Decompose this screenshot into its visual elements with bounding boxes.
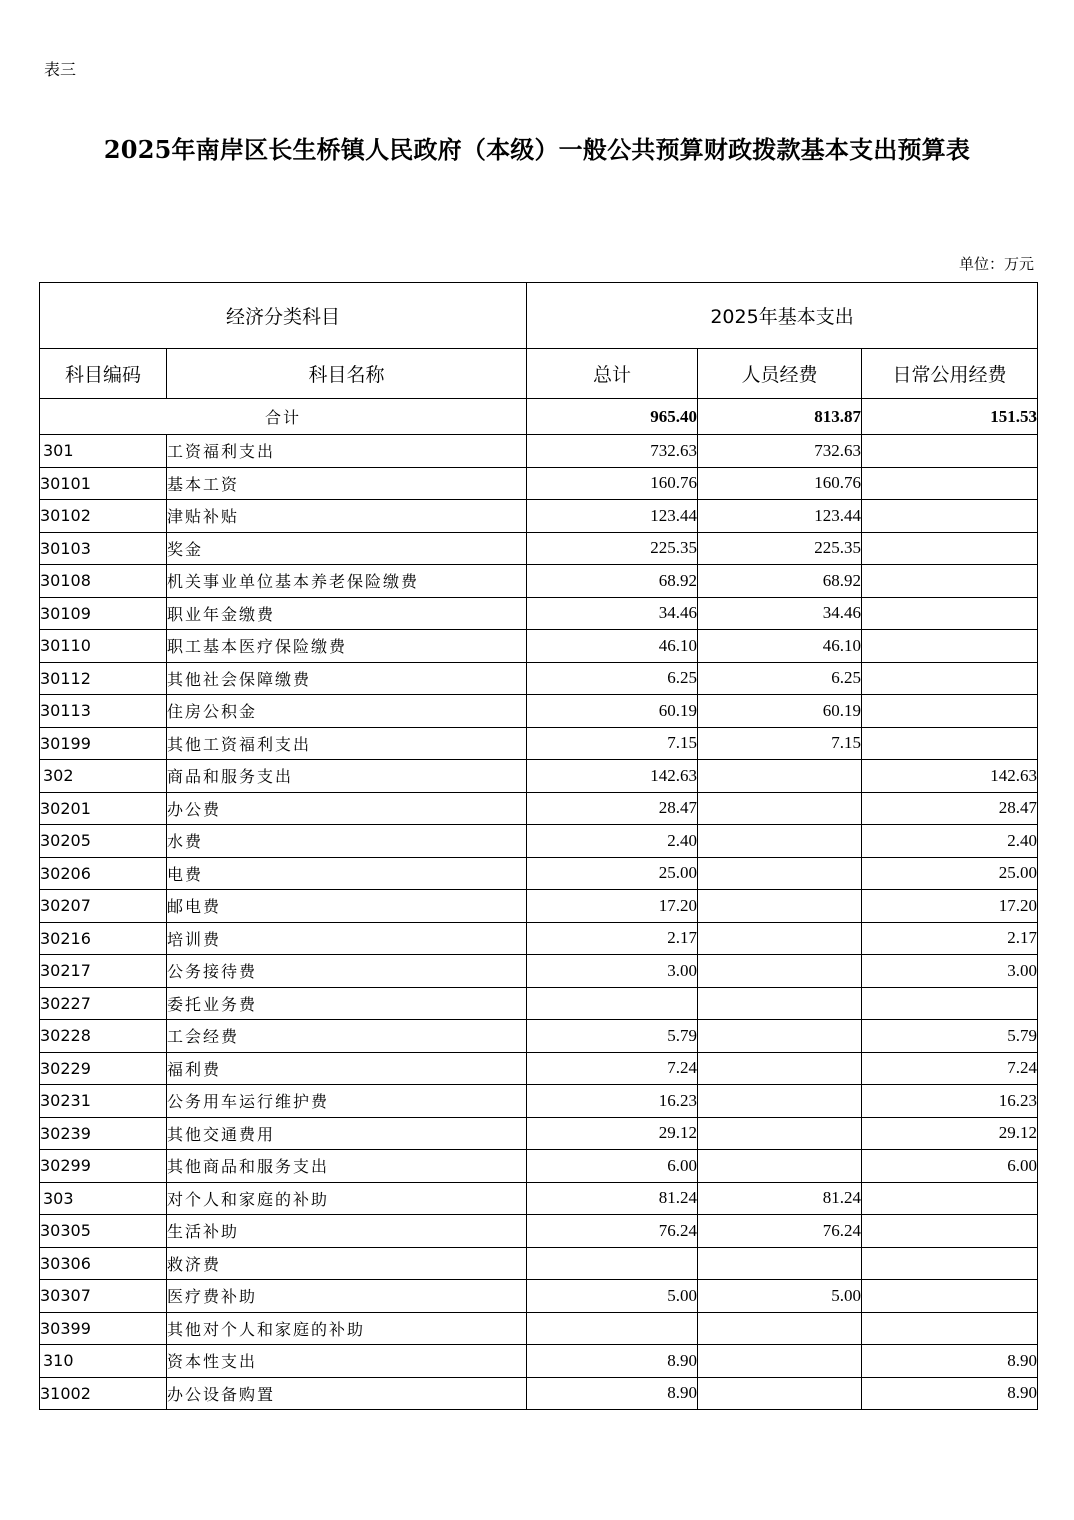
economic-category-header: 经济分类科目 — [40, 283, 527, 349]
personnel-cell — [698, 1312, 862, 1345]
unit-label: 单位：万元 — [958, 255, 1034, 273]
code-cell: 30229 — [40, 1052, 167, 1085]
total-cell-public: 151.53 — [862, 399, 1038, 435]
personnel-cell: 123.44 — [698, 500, 862, 533]
column-header-total: 总计 — [527, 349, 698, 399]
code-cell: 302 — [40, 760, 167, 793]
public-cell: 8.90 — [862, 1345, 1038, 1378]
public-cell: 16.23 — [862, 1085, 1038, 1118]
personnel-cell: 5.00 — [698, 1280, 862, 1313]
personnel-cell — [698, 857, 862, 890]
table-row — [40, 500, 1038, 533]
budget-table — [39, 282, 1038, 1410]
code-cell: 30299 — [40, 1150, 167, 1183]
name-cell: 救济费 — [167, 1247, 527, 1280]
table-row — [40, 792, 1038, 825]
total-cell: 160.76 — [527, 467, 698, 500]
code-cell: 303 — [40, 1182, 167, 1215]
personnel-cell: 76.24 — [698, 1215, 862, 1248]
total-cell: 28.47 — [527, 792, 698, 825]
table-row — [40, 1085, 1038, 1118]
personnel-cell — [698, 1345, 862, 1378]
table-row — [40, 630, 1038, 663]
code-cell: 30305 — [40, 1215, 167, 1248]
table-label: 表三 — [44, 60, 77, 79]
public-cell — [862, 695, 1038, 728]
public-cell: 28.47 — [862, 792, 1038, 825]
total-cell: 5.00 — [527, 1280, 698, 1313]
public-cell: 3.00 — [862, 955, 1038, 988]
page-title: 2025年南岸区长生桥镇人民政府（本级）一般公共预算财政拨款基本支出预算表 — [103, 135, 971, 164]
table-row — [40, 1312, 1038, 1345]
total-cell: 76.24 — [527, 1215, 698, 1248]
public-cell: 2.17 — [862, 922, 1038, 955]
personnel-cell: 225.35 — [698, 532, 862, 565]
name-cell: 其他对个人和家庭的补助 — [167, 1312, 527, 1345]
public-cell — [862, 1247, 1038, 1280]
name-cell: 办公费 — [167, 792, 527, 825]
personnel-cell — [698, 890, 862, 923]
total-cell — [527, 987, 698, 1020]
personnel-cell: 6.25 — [698, 662, 862, 695]
public-cell — [862, 1182, 1038, 1215]
personnel-cell: 81.24 — [698, 1182, 862, 1215]
code-cell: 30102 — [40, 500, 167, 533]
table-row — [40, 727, 1038, 760]
name-cell: 基本工资 — [167, 467, 527, 500]
public-cell — [862, 987, 1038, 1020]
name-cell: 福利费 — [167, 1052, 527, 1085]
code-cell: 30399 — [40, 1312, 167, 1345]
table-row — [40, 890, 1038, 923]
table-row — [40, 955, 1038, 988]
total-cell: 60.19 — [527, 695, 698, 728]
name-cell: 办公设备购置 — [167, 1377, 527, 1410]
table-row — [40, 1345, 1038, 1378]
column-header-name: 科目名称 — [167, 349, 527, 399]
personnel-cell: 7.15 — [698, 727, 862, 760]
public-cell: 29.12 — [862, 1117, 1038, 1150]
code-cell: 30306 — [40, 1247, 167, 1280]
personnel-cell: 34.46 — [698, 597, 862, 630]
total-cell — [527, 1312, 698, 1345]
personnel-cell — [698, 1150, 862, 1183]
code-cell: 310 — [40, 1345, 167, 1378]
basic-expenditure-header: 2025年基本支出 — [527, 283, 1038, 349]
personnel-cell — [698, 760, 862, 793]
public-cell — [862, 630, 1038, 663]
public-cell — [862, 727, 1038, 760]
code-cell: 30109 — [40, 597, 167, 630]
code-cell: 30113 — [40, 695, 167, 728]
personnel-cell — [698, 1377, 862, 1410]
public-cell: 8.90 — [862, 1377, 1038, 1410]
public-cell — [862, 1280, 1038, 1313]
total-cell: 81.24 — [527, 1182, 698, 1215]
total-cell: 2.40 — [527, 825, 698, 858]
name-cell: 其他商品和服务支出 — [167, 1150, 527, 1183]
code-cell: 30201 — [40, 792, 167, 825]
public-cell — [862, 500, 1038, 533]
group-header-row — [40, 283, 1038, 349]
total-cell-personnel: 813.87 — [698, 399, 862, 435]
total-cell: 7.15 — [527, 727, 698, 760]
public-cell: 6.00 — [862, 1150, 1038, 1183]
name-cell: 公务用车运行维护费 — [167, 1085, 527, 1118]
table-row — [40, 1052, 1038, 1085]
table-row — [40, 922, 1038, 955]
table-row — [40, 825, 1038, 858]
code-cell: 30227 — [40, 987, 167, 1020]
table-row — [40, 987, 1038, 1020]
name-cell: 其他社会保障缴费 — [167, 662, 527, 695]
personnel-cell: 68.92 — [698, 565, 862, 598]
total-cell: 5.79 — [527, 1020, 698, 1053]
total-cell-total: 965.40 — [527, 399, 698, 435]
personnel-cell: 60.19 — [698, 695, 862, 728]
table-row — [40, 565, 1038, 598]
total-cell: 225.35 — [527, 532, 698, 565]
personnel-cell: 46.10 — [698, 630, 862, 663]
personnel-cell — [698, 1085, 862, 1118]
personnel-cell — [698, 792, 862, 825]
code-cell: 30206 — [40, 857, 167, 890]
public-cell — [862, 467, 1038, 500]
public-cell — [862, 532, 1038, 565]
name-cell: 邮电费 — [167, 890, 527, 923]
code-cell: 30217 — [40, 955, 167, 988]
code-cell: 30103 — [40, 532, 167, 565]
table-row — [40, 662, 1038, 695]
public-cell: 142.63 — [862, 760, 1038, 793]
table-row — [40, 1215, 1038, 1248]
personnel-cell — [698, 1247, 862, 1280]
public-cell — [862, 1312, 1038, 1345]
column-header-row — [40, 349, 1038, 399]
total-cell: 46.10 — [527, 630, 698, 663]
name-cell: 其他交通费用 — [167, 1117, 527, 1150]
code-cell: 30110 — [40, 630, 167, 663]
table-row — [40, 435, 1038, 468]
public-cell — [862, 662, 1038, 695]
code-cell: 30228 — [40, 1020, 167, 1053]
personnel-cell — [698, 1117, 862, 1150]
table-row — [40, 532, 1038, 565]
personnel-cell: 732.63 — [698, 435, 862, 468]
name-cell: 其他工资福利支出 — [167, 727, 527, 760]
public-cell — [862, 565, 1038, 598]
name-cell: 委托业务费 — [167, 987, 527, 1020]
personnel-cell — [698, 825, 862, 858]
name-cell: 工资福利支出 — [167, 435, 527, 468]
total-cell: 68.92 — [527, 565, 698, 598]
name-cell: 水费 — [167, 825, 527, 858]
code-cell: 31002 — [40, 1377, 167, 1410]
total-cell: 2.17 — [527, 922, 698, 955]
name-cell: 奖金 — [167, 532, 527, 565]
table-row — [40, 467, 1038, 500]
table-row — [40, 1247, 1038, 1280]
name-cell: 对个人和家庭的补助 — [167, 1182, 527, 1215]
code-cell: 30108 — [40, 565, 167, 598]
total-cell: 8.90 — [527, 1345, 698, 1378]
total-row — [40, 399, 1038, 435]
name-cell: 生活补助 — [167, 1215, 527, 1248]
table-row — [40, 1280, 1038, 1313]
name-cell: 机关事业单位基本养老保险缴费 — [167, 565, 527, 598]
name-cell: 资本性支出 — [167, 1345, 527, 1378]
table-row — [40, 1020, 1038, 1053]
personnel-cell — [698, 1020, 862, 1053]
total-cell: 732.63 — [527, 435, 698, 468]
total-cell: 8.90 — [527, 1377, 698, 1410]
code-cell: 30205 — [40, 825, 167, 858]
code-cell: 30307 — [40, 1280, 167, 1313]
public-cell — [862, 435, 1038, 468]
name-cell: 津贴补贴 — [167, 500, 527, 533]
total-cell: 123.44 — [527, 500, 698, 533]
name-cell: 商品和服务支出 — [167, 760, 527, 793]
public-cell: 17.20 — [862, 890, 1038, 923]
total-label: 合计 — [40, 399, 527, 435]
personnel-cell — [698, 987, 862, 1020]
name-cell: 职工基本医疗保险缴费 — [167, 630, 527, 663]
public-cell: 25.00 — [862, 857, 1038, 890]
table-row — [40, 1117, 1038, 1150]
table-row — [40, 760, 1038, 793]
public-cell — [862, 1215, 1038, 1248]
table-row — [40, 695, 1038, 728]
name-cell: 电费 — [167, 857, 527, 890]
name-cell: 医疗费补助 — [167, 1280, 527, 1313]
table-row — [40, 1377, 1038, 1410]
personnel-cell — [698, 955, 862, 988]
personnel-cell — [698, 922, 862, 955]
name-cell: 培训费 — [167, 922, 527, 955]
code-cell: 30207 — [40, 890, 167, 923]
table-row — [40, 1150, 1038, 1183]
code-cell: 30216 — [40, 922, 167, 955]
total-cell: 34.46 — [527, 597, 698, 630]
public-cell: 5.79 — [862, 1020, 1038, 1053]
name-cell: 住房公积金 — [167, 695, 527, 728]
total-cell: 29.12 — [527, 1117, 698, 1150]
public-cell: 2.40 — [862, 825, 1038, 858]
table-row — [40, 857, 1038, 890]
public-cell: 7.24 — [862, 1052, 1038, 1085]
code-cell: 30101 — [40, 467, 167, 500]
public-cell — [862, 597, 1038, 630]
code-cell: 30199 — [40, 727, 167, 760]
total-cell: 17.20 — [527, 890, 698, 923]
code-cell: 30239 — [40, 1117, 167, 1150]
table-row — [40, 1182, 1038, 1215]
table-row — [40, 597, 1038, 630]
total-cell: 6.00 — [527, 1150, 698, 1183]
name-cell: 工会经费 — [167, 1020, 527, 1053]
total-cell: 142.63 — [527, 760, 698, 793]
total-cell: 16.23 — [527, 1085, 698, 1118]
name-cell: 职业年金缴费 — [167, 597, 527, 630]
total-cell: 3.00 — [527, 955, 698, 988]
personnel-cell — [698, 1052, 862, 1085]
column-header-code: 科目编码 — [40, 349, 167, 399]
personnel-cell: 160.76 — [698, 467, 862, 500]
column-header-public: 日常公用经费 — [862, 349, 1038, 399]
total-cell — [527, 1247, 698, 1280]
name-cell: 公务接待费 — [167, 955, 527, 988]
code-cell: 30231 — [40, 1085, 167, 1118]
total-cell: 7.24 — [527, 1052, 698, 1085]
column-header-personnel: 人员经费 — [698, 349, 862, 399]
total-cell: 6.25 — [527, 662, 698, 695]
total-cell: 25.00 — [527, 857, 698, 890]
code-cell: 30112 — [40, 662, 167, 695]
code-cell: 301 — [40, 435, 167, 468]
